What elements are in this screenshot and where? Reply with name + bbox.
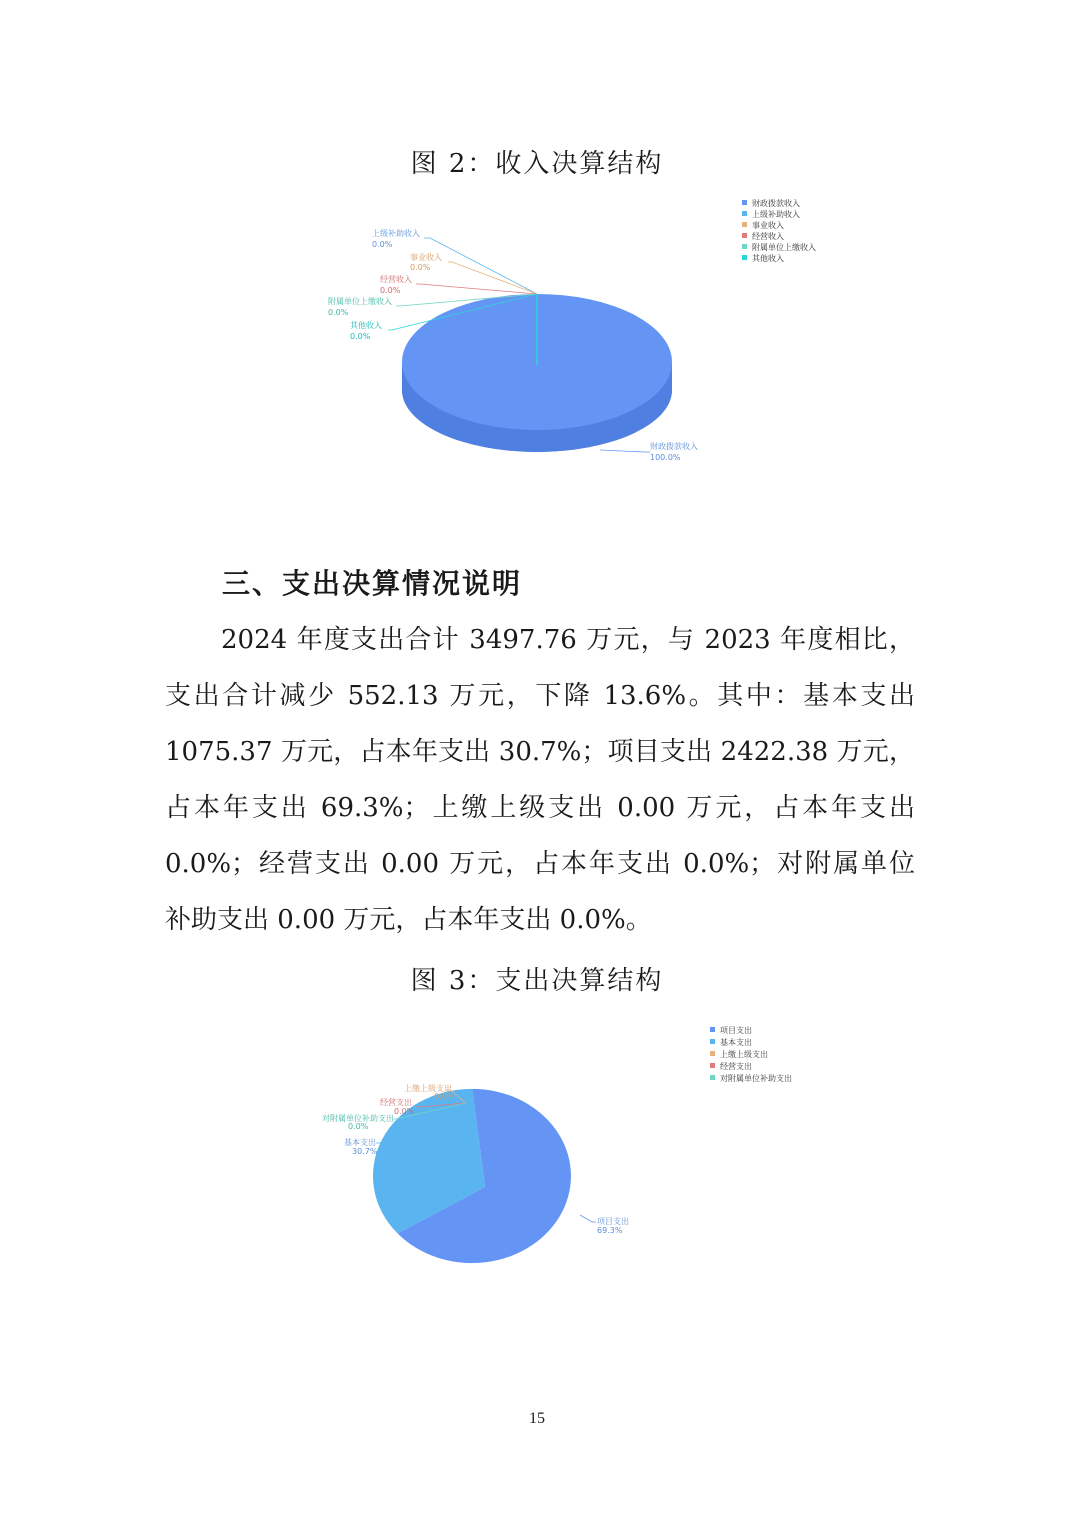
income-legend-item-2 bbox=[742, 220, 784, 230]
slice-label-name: 附属单位上缴收入 bbox=[328, 297, 392, 306]
income-legend-item-0 bbox=[742, 198, 800, 208]
leader-line-0 bbox=[600, 450, 650, 452]
paragraph-line: 1075.37 万元，占本年支出 30.7%；项目支出 2422.38 万元， bbox=[165, 737, 915, 767]
legend-label: 其他收入 bbox=[752, 254, 784, 263]
slice-label-value: 0.0% bbox=[350, 332, 371, 341]
slice-label-value: 0.0% bbox=[372, 240, 393, 249]
legend-label: 对附属单位补助支出 bbox=[720, 1074, 792, 1083]
slice-label-name: 对附属单位补助支出 bbox=[322, 1114, 394, 1123]
expense-paragraph bbox=[165, 612, 915, 948]
slice-label-value: 0.0% bbox=[410, 263, 431, 272]
slice-label-name: 其他收入 bbox=[350, 321, 382, 330]
paragraph-line: 2024 年度支出合计 3497.76 万元，与 2023 年度相比， bbox=[221, 625, 915, 655]
expense-legend-item-4 bbox=[710, 1073, 792, 1083]
legend-label: 基本支出 bbox=[720, 1038, 752, 1047]
slice-label-name: 经营支出 bbox=[380, 1098, 412, 1107]
paragraph-line: 支出合计减少 552.13 万元，下降 13.6%。其中：基本支出 bbox=[165, 681, 915, 711]
legend-label: 上级补助收入 bbox=[752, 210, 800, 219]
paragraph-line: 0.0%；经营支出 0.00 万元，占本年支出 0.0%；对附属单位 bbox=[165, 849, 915, 879]
slice-label-value: 0.0% bbox=[380, 286, 401, 295]
expense-legend-item-3 bbox=[710, 1061, 752, 1071]
paragraph-line: 占本年支出 69.3%；上缴上级支出 0.00 万元，占本年支出 bbox=[165, 793, 915, 823]
income-legend-item-3 bbox=[742, 231, 784, 241]
expense-pie-chart bbox=[300, 1015, 860, 1285]
section-heading: 三、支出决算情况说明 bbox=[222, 567, 523, 600]
income-legend-item-4 bbox=[742, 242, 816, 252]
income-legend bbox=[742, 198, 816, 263]
income-pie-chart bbox=[300, 190, 860, 480]
slice-label-name: 项目支出 bbox=[597, 1217, 629, 1226]
legend-label: 项目支出 bbox=[720, 1026, 752, 1035]
income-legend-item-5 bbox=[742, 253, 784, 263]
legend-label: 经营收入 bbox=[752, 232, 784, 241]
slice-label-name: 事业收入 bbox=[410, 253, 442, 262]
slice-label-value: 0.0% bbox=[328, 308, 349, 317]
slice-label-value: 69.3% bbox=[597, 1226, 623, 1235]
slice-label-value: 100.0% bbox=[650, 453, 681, 462]
legend-label: 财政拨款收入 bbox=[752, 199, 800, 208]
figure-2-caption: 图 2：收入决算结构 bbox=[410, 149, 664, 179]
expense-legend-item-0 bbox=[710, 1025, 752, 1035]
leader-line-3 bbox=[416, 284, 537, 294]
slice-label-name: 经营收入 bbox=[380, 275, 412, 284]
slice-label-value: 30.7% bbox=[352, 1147, 378, 1156]
slice-label-value: 0.0% bbox=[348, 1122, 369, 1131]
expense-legend-item-1 bbox=[710, 1037, 752, 1047]
page-number: 15 bbox=[529, 1410, 545, 1427]
legend-label: 事业收入 bbox=[752, 221, 784, 230]
slice-label-name: 基本支出 bbox=[344, 1138, 376, 1147]
figure-3-caption: 图 3：支出决算结构 bbox=[410, 966, 664, 996]
income-legend-item-1 bbox=[742, 209, 800, 219]
slice-label-value: 0.0% bbox=[434, 1092, 455, 1101]
slice-label-name: 上缴上级支出 bbox=[404, 1084, 452, 1093]
paragraph-line: 补助支出 0.00 万元，占本年支出 0.0%。 bbox=[165, 905, 652, 935]
expense-legend-item-2 bbox=[710, 1049, 768, 1059]
expense-legend bbox=[710, 1025, 792, 1083]
slice-label-value: 0.0% bbox=[394, 1107, 415, 1116]
leader-line-2 bbox=[448, 262, 537, 294]
slice-label-name: 财政拨款收入 bbox=[650, 442, 698, 451]
legend-label: 经营支出 bbox=[720, 1062, 752, 1071]
leader-line-0 bbox=[580, 1215, 596, 1222]
legend-label: 附属单位上缴收入 bbox=[752, 243, 816, 252]
legend-label: 上缴上级支出 bbox=[720, 1050, 768, 1059]
slice-label-name: 上级补助收入 bbox=[372, 229, 420, 238]
